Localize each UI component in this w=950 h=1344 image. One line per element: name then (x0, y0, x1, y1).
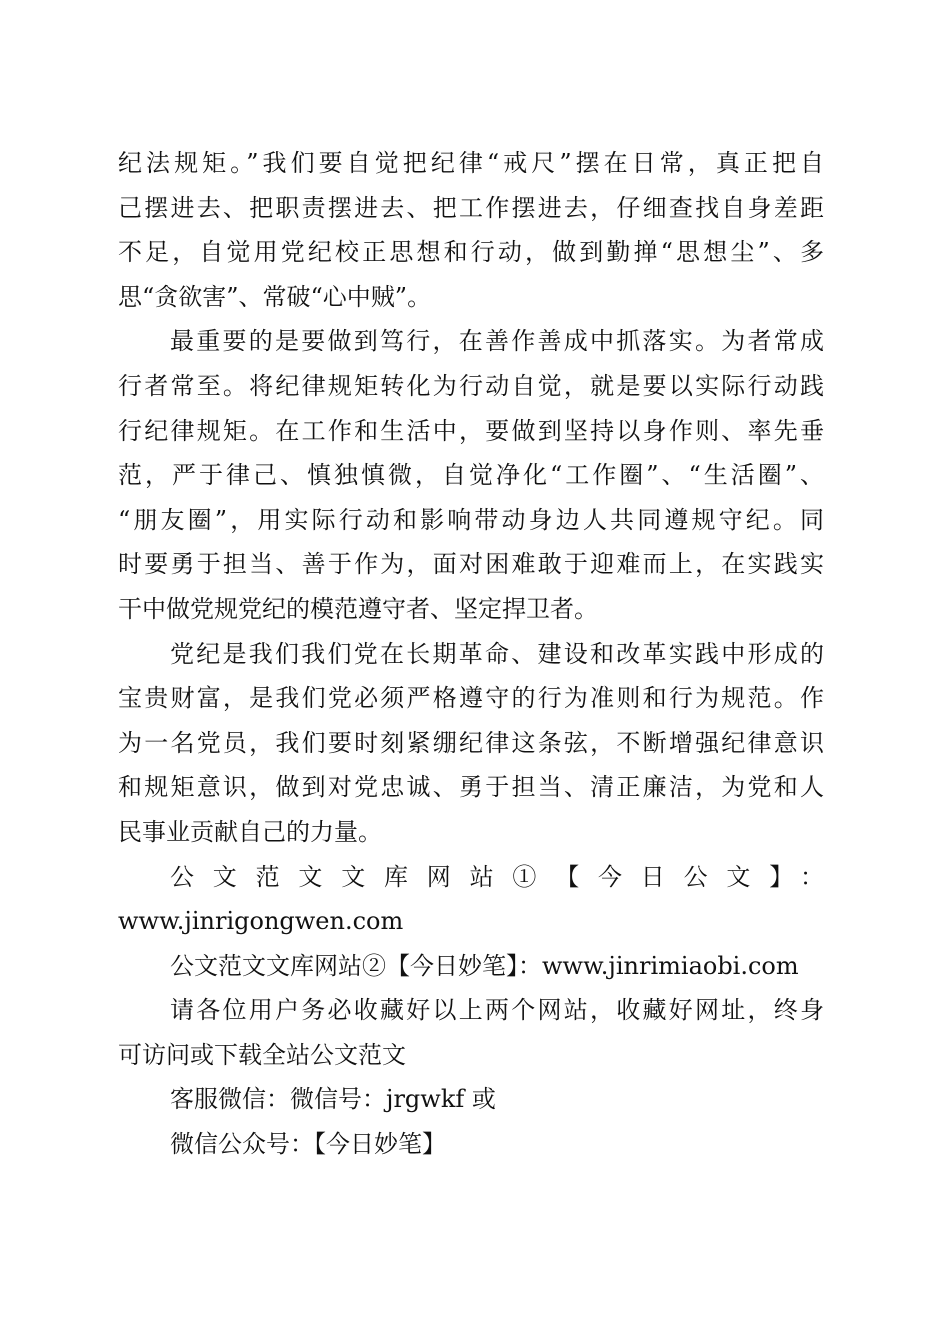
text-line: 行者常至。将纪律规矩转化为行动自觉，就是要以实际行动践 (118, 371, 824, 400)
text-line: 己摆进去、把职责摆进去、把工作摆进去，仔细查找自身差距 (118, 193, 824, 222)
text-line: 行纪律规矩。在工作和生活中，要做到坚持以身作则、率先垂 (118, 416, 824, 445)
text-line: 范，严于律己、慎独慎微，自觉净化“工作圈”、“生活圈”、 (118, 461, 824, 490)
document-page (118, 141, 824, 1167)
text-line: 党纪是我们我们党在长期革命、建设和改革实践中形成的 (170, 639, 824, 668)
text-line: 公文范文文库网站②【今日妙笔】：www.jinrimiaobi.com (170, 951, 799, 980)
paragraph (118, 319, 824, 631)
text-line: 民事业贡献自己的力量。 (118, 817, 382, 846)
text-line: 客服微信：微信号：jrgwkf 或 (170, 1085, 496, 1114)
text-line: 时要勇于担当、善于作为，面对困难敢于迎难而上，在实践实 (118, 550, 824, 579)
text-line: 思“贪欲害”、常破“心中贼”。 (118, 282, 432, 311)
text-line: www.jinrigongwen.com (118, 907, 404, 936)
text-line: 宝贵财富，是我们党必须严格遵守的行为准则和行为规范。作 (118, 684, 824, 713)
text-line: 可访问或下载全站公文范文 (118, 1040, 406, 1069)
text-line: 纪法规矩。”我们要自觉把纪律“戒尺”摆在日常，真正把自 (118, 149, 824, 177)
text-line: “朋友圈”，用实际行动和影响带动身边人共同遵规守纪。同 (118, 505, 824, 534)
text-line: 最重要的是要做到笃行，在善作善成中抓落实。为者常成 (170, 327, 824, 356)
text-line: 为一名党员，我们要时刻紧绷纪律这条弦，不断增强纪律意识 (118, 728, 824, 757)
text-line: 不足，自觉用党纪校正思想和行动，做到勤掸“思想尘”、多 (118, 238, 824, 267)
text-line: 干中做党规党纪的模范遵守者、坚定捍卫者。 (118, 594, 598, 623)
paragraph (118, 1122, 824, 1167)
paragraph (118, 855, 824, 944)
paragraph (118, 988, 824, 1077)
paragraph (118, 1077, 824, 1122)
paragraph (118, 944, 824, 989)
text-line: 微信公众号：【今日妙笔】 (170, 1130, 446, 1159)
text-line: 和规矩意识，做到对党忠诚、勇于担当、清正廉洁，为党和人 (118, 773, 824, 802)
paragraph (118, 141, 824, 319)
paragraph (118, 632, 824, 855)
text-line: 公文范文文库网站①【今日公文】： (170, 862, 824, 891)
text-line: 请各位用户务必收藏好以上两个网站，收藏好网址，终身 (170, 996, 824, 1025)
